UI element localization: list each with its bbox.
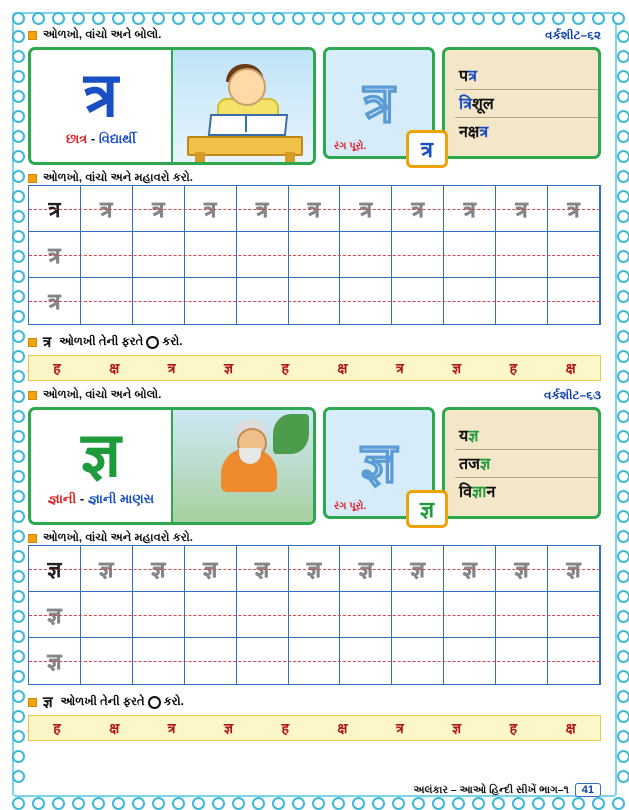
strip-letter[interactable]: ह	[53, 719, 61, 736]
practice-row[interactable]	[29, 186, 600, 232]
word-item: पत्र	[455, 62, 598, 90]
circle-instruction-2	[28, 692, 601, 712]
practice-row[interactable]	[29, 546, 600, 592]
trace-color-card-1[interactable]	[323, 47, 435, 162]
practice-letter: त्र	[359, 197, 372, 222]
letter-strip-2[interactable]	[28, 715, 601, 741]
strip-letter[interactable]: क्ष	[565, 359, 576, 376]
practice-letter: ज्ञ	[203, 557, 218, 582]
bullet-icon	[28, 698, 37, 707]
practice-letter: त्र	[48, 243, 61, 268]
section4-cards	[28, 407, 601, 525]
word-list-card-2	[442, 407, 601, 519]
strip-letter[interactable]: क्ष	[565, 719, 576, 736]
word-item: यज्ञ	[455, 422, 598, 450]
word-first-2: જ્ઞાની	[47, 491, 77, 506]
trace-letter-2: ज्ञ	[361, 431, 397, 494]
section2-header	[28, 172, 601, 185]
word-line-1	[66, 131, 136, 147]
strip-letter[interactable]: ज्ञ	[452, 719, 462, 736]
circle-instruction-1	[28, 332, 601, 352]
section1-header	[28, 28, 601, 43]
bullet-icon	[28, 31, 37, 40]
word-second-2: જ્ઞાની માણસ	[87, 491, 155, 506]
bullet-icon	[28, 391, 37, 400]
letter-word-panel-1	[31, 50, 171, 162]
word-item: त्रिशूल	[455, 90, 598, 118]
word-item: नक्षत्र	[459, 123, 489, 141]
practice-letter: ज्ञ	[47, 557, 62, 582]
instruction-2	[28, 172, 601, 185]
illustration-sage	[171, 410, 313, 522]
practice-letter: त्र	[307, 197, 321, 222]
instruction-5	[28, 532, 601, 545]
strip-letter[interactable]: ह	[281, 359, 289, 376]
main-letter-2: ज्ञ	[81, 421, 121, 490]
corner-letter-badge-2: ज्ञ	[406, 490, 448, 528]
strip-letter[interactable]: ज्ञ	[452, 359, 462, 376]
strip-letter[interactable]: त्र	[395, 359, 404, 376]
color-it-caption-1: રંગ પૂરો.	[334, 141, 367, 152]
practice-grid-1[interactable]	[28, 185, 601, 325]
word-item: विज्ञान	[459, 483, 496, 501]
practice-row[interactable]	[29, 592, 600, 638]
strip-letter[interactable]: ह	[509, 359, 518, 376]
circle-target-letter-2: ज्ञ	[43, 694, 53, 711]
instruction-1	[28, 29, 161, 42]
practice-letter: ज्ञ	[410, 557, 425, 582]
strip-letter[interactable]: त्र	[167, 719, 176, 736]
word-second-1: વિદ્યાર્થી	[98, 131, 136, 146]
word-item: तजज्ञ	[455, 450, 598, 478]
strip-letter[interactable]: त्र	[167, 359, 176, 376]
bullet-icon	[28, 534, 37, 543]
circle-text-before-1: ઓળખી તેની ફરતે	[59, 335, 144, 348]
instruction-1-text: ઓળખો, વાંચો અને બોલો.	[43, 29, 162, 41]
bullet-icon	[28, 338, 37, 347]
circle-icon	[146, 336, 159, 349]
trace-color-card-2[interactable]	[323, 407, 435, 522]
practice-letter: ज्ञ	[566, 557, 581, 582]
strip-letter[interactable]: ज्ञ	[223, 359, 233, 376]
practice-letter: त्र	[152, 197, 165, 222]
instruction-5-text: ઓળખો, વાંચો અને મહાવરો કરો.	[43, 532, 193, 544]
strip-letter[interactable]: क्ष	[337, 359, 348, 376]
practice-row[interactable]	[29, 638, 600, 684]
page-footer	[28, 783, 601, 797]
word-dash-1: -	[90, 131, 96, 146]
strip-letter[interactable]: क्ष	[109, 359, 120, 376]
practice-letter: त्र	[463, 197, 476, 222]
practice-letter: ज्ञ	[151, 557, 166, 582]
circle-icon	[148, 696, 161, 709]
practice-letter: त्र	[204, 197, 217, 222]
circle-text-before-2: ઓળખી તેની ફરતે	[60, 695, 145, 708]
circle-text-after-1: કરો.	[162, 335, 183, 348]
word-first-1: છાત્ર	[66, 131, 88, 146]
practice-letter: ज्ञ	[306, 557, 322, 582]
section6-header	[28, 692, 601, 712]
letter-word-panel-2	[31, 410, 171, 522]
instruction-2-text: ઓળખો, વાંચો અને મહાવરો કરો.	[43, 172, 193, 184]
practice-letter: त्र	[411, 197, 424, 222]
instruction-4	[28, 389, 161, 402]
section5-header	[28, 532, 601, 545]
strip-letter[interactable]: क्ष	[109, 719, 120, 736]
practice-letter: त्र	[515, 197, 528, 222]
section1-cards	[28, 47, 601, 165]
circle-target-letter-1: त्र	[43, 334, 52, 351]
strip-letter[interactable]: ह	[53, 359, 61, 376]
strip-letter[interactable]: ह	[281, 719, 289, 736]
instruction-4-text: ઓળખો, વાંચો અને બોલો.	[43, 389, 162, 401]
practice-letter: त्र	[48, 197, 61, 222]
word-dash-2: -	[79, 491, 85, 506]
practice-letter: ज्ञ	[514, 557, 529, 582]
letter-picture-card-1	[28, 47, 316, 165]
footer-text: અલંકાર – આઓ હિન્દી સીખેં ભાગ–૧	[413, 783, 569, 796]
worksheet-label-1: વર્કશીટ–૬૨	[544, 28, 601, 42]
letter-picture-card-2	[28, 407, 316, 525]
word-line-2	[48, 491, 154, 507]
practice-row[interactable]	[29, 278, 600, 324]
practice-row[interactable]	[29, 232, 600, 278]
section4-header	[28, 388, 601, 403]
main-letter-1: त्र	[83, 61, 119, 130]
word-list-card-1	[442, 47, 601, 159]
strip-letter[interactable]: क्ष	[337, 719, 348, 736]
strip-letter[interactable]: ज्ञ	[223, 719, 233, 736]
worksheet-label-2: વર્કશીટ–૬૩	[543, 388, 601, 402]
practice-letter: ज्ञ	[462, 557, 477, 582]
practice-letter: ज्ञ	[99, 557, 114, 582]
trace-letter-1: त्र	[363, 71, 395, 134]
strip-letter[interactable]: त्र	[395, 719, 404, 736]
practice-letter: त्र	[100, 197, 113, 222]
practice-letter: त्र	[567, 197, 580, 222]
corner-letter-badge-1: त्र	[406, 130, 448, 168]
strip-letter[interactable]: ह	[509, 719, 518, 736]
section3-header	[28, 332, 601, 352]
page-content	[28, 28, 601, 781]
circle-text-after-2: કરો.	[163, 695, 184, 708]
practice-letter: त्र	[48, 289, 61, 314]
illustration-boy-reading	[171, 50, 313, 162]
color-it-caption-2: રંગ પૂરો.	[334, 501, 367, 512]
practice-letter: ज्ञ	[47, 603, 62, 628]
practice-letter: ज्ञ	[255, 557, 270, 582]
page-number: 41	[575, 783, 601, 797]
bullet-icon	[28, 174, 37, 183]
letter-strip-1[interactable]	[28, 355, 601, 381]
practice-letter: ज्ञ	[358, 557, 373, 582]
practice-grid-2[interactable]	[28, 545, 601, 685]
practice-letter: ज्ञ	[47, 649, 62, 674]
practice-letter: त्र	[256, 197, 269, 222]
